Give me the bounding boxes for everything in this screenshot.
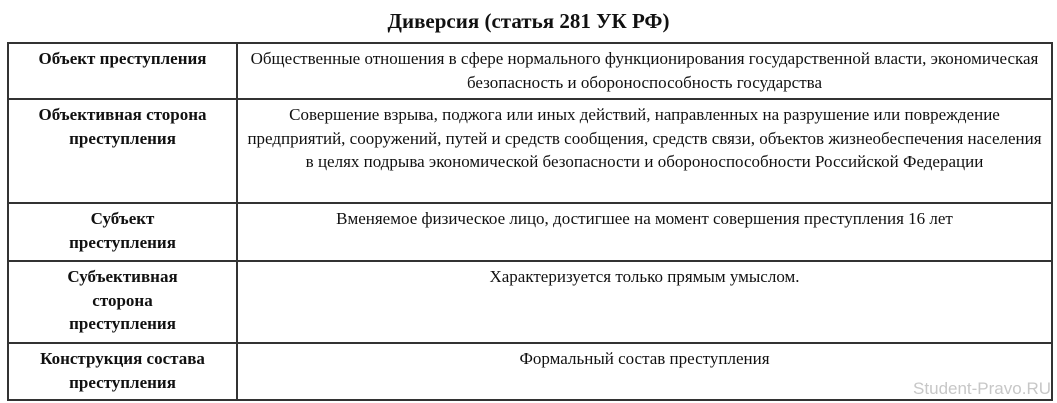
row-value-composition: Формальный состав преступления	[237, 343, 1052, 400]
row-label-subjective-side	[8, 261, 237, 343]
label-line: Конструкция состава	[40, 349, 205, 368]
label-line: сторона	[92, 290, 153, 310]
row-value-subjective-side: Характеризуется только прямым умыслом.	[237, 261, 1052, 343]
row-value-subject: Вменяемое физическое лицо, достигшее на момент совершения преступления 16 лет	[237, 203, 1052, 261]
row-value-objective-side: Совершение взрыва, поджога или иных действий, направленных на разрушение или повреждение предприятий, сооружений, путей и средств сообщения, средств связи, объектов жизнеобеспечения населения в целях подрыва экономической безопасности и обороноспособности Российской Федерации	[237, 99, 1052, 203]
table-row	[8, 343, 1052, 400]
table-row	[8, 203, 1052, 261]
watermark-text: Student-Pravo.RU	[913, 379, 1051, 398]
label-line: преступления	[69, 372, 176, 392]
label-line: преступления	[69, 232, 176, 252]
row-label-subject	[8, 203, 237, 261]
row-label-object: Объект преступления	[8, 43, 237, 99]
row-value-object: Общественные отношения в сфере нормального функционирования государственной власти, экономическая безопасность и обороноспособность государства	[237, 43, 1052, 99]
page-title: Диверсия (статья 281 УК РФ)	[387, 9, 670, 33]
label-line: Объективная сторона	[38, 105, 207, 124]
row-label-objective-side	[8, 99, 237, 203]
label-line: Субъективная	[67, 267, 178, 286]
table-row	[8, 261, 1052, 343]
label-line: преступления	[69, 128, 176, 148]
label-line: Субъект	[90, 209, 155, 228]
row-label-composition	[8, 343, 237, 400]
table-row	[8, 99, 1052, 203]
crime-elements-table	[7, 42, 1053, 401]
table-row	[8, 43, 1052, 99]
label-line: преступления	[69, 314, 176, 333]
